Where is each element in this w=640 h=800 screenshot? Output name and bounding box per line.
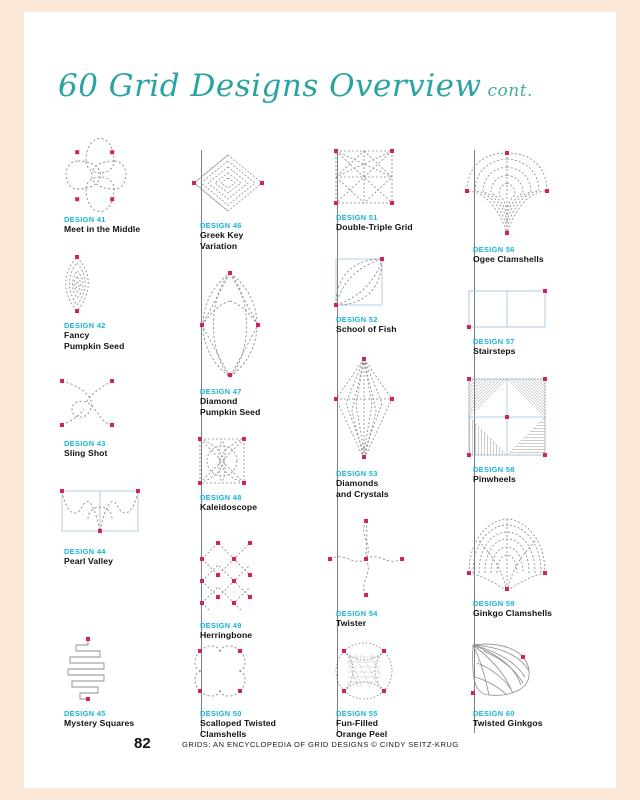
page-number: 82 [134,735,151,752]
design-label: DESIGN 60 [473,709,515,718]
design-column-1 [50,145,186,737]
design-label: DESIGN 50 [200,709,242,718]
design-name-line2: Pumpkin Seed [64,341,125,351]
design-name: Fancy [64,330,90,340]
design-art-stairsteps [459,285,579,333]
design-entry [186,643,322,740]
design-art-fancy-pumpkin-seed [50,253,170,317]
design-entry [459,513,595,619]
design-entry [186,433,322,513]
designs-grid [50,145,596,737]
design-label: DESIGN 45 [64,709,106,718]
design-label: DESIGN 46 [200,221,242,230]
design-art-double-triple-grid [322,145,442,209]
design-label: DESIGN 59 [473,599,515,608]
design-entry [186,537,322,641]
design-art-herringbone [186,537,306,617]
design-label: DESIGN 53 [336,469,378,478]
design-art-school-of-fish [322,253,442,311]
design-entry [459,373,595,485]
design-name: Diamonds [336,478,379,488]
design-name: Stairsteps [473,346,516,356]
book-page [24,12,616,788]
design-art-diamonds-and-crystals [322,353,442,465]
design-column-2 [186,145,322,737]
design-entry [322,253,458,335]
design-label: DESIGN 47 [200,387,242,396]
page-title-cont: cont. [487,81,533,101]
design-name: Twister [336,618,367,628]
design-column-4 [459,145,595,737]
design-label: DESIGN 52 [336,315,378,324]
design-label: DESIGN 49 [200,621,242,630]
design-label: DESIGN 44 [64,547,106,556]
footer-credit: GRIDS: AN ENCYCLOPEDIA OF GRID DESIGNS © CINDY SEITZ-KRUG [182,740,459,749]
design-name: Meet in the Middle [64,224,141,234]
design-entry [186,151,322,252]
design-label: DESIGN 54 [336,609,378,618]
design-entry [50,253,186,352]
design-label: DESIGN 58 [473,465,515,474]
design-art-kaleidoscope [186,433,306,489]
design-art-scalloped-twisted-clamshells [186,643,306,705]
design-name: Ginkgo Clamshells [473,608,553,618]
design-art-meet-in-the-middle [50,145,170,211]
design-label: DESIGN 57 [473,337,515,346]
design-name: Ogee Clamshells [473,254,544,264]
design-name-line2: Variation [200,241,238,251]
design-art-mystery-squares [50,633,170,705]
design-name-line2: and Crystals [336,489,389,499]
design-entry [50,373,186,459]
design-entry [50,633,186,729]
design-name: Herringbone [200,630,253,640]
design-label: DESIGN 55 [336,709,378,718]
design-label: DESIGN 51 [336,213,378,222]
design-name: School of Fish [336,324,397,334]
design-label: DESIGN 41 [64,215,106,224]
design-art-twister [322,515,442,605]
design-entry [322,353,458,500]
design-column-3 [322,145,458,737]
design-label: DESIGN 42 [64,321,106,330]
design-entry [322,639,458,740]
design-art-ginkgo-clamshells [459,513,579,595]
design-name: Mystery Squares [64,718,135,728]
design-name: Pinwheels [473,474,516,484]
page-footer [24,735,616,765]
design-name: Kaleidoscope [200,502,258,512]
design-entry [322,515,458,629]
design-entry [459,637,595,729]
design-art-diamond-pumpkin-seed [186,267,306,383]
design-entry [50,145,186,235]
design-art-sling-shot [50,373,170,435]
design-entry [459,149,595,265]
design-art-ogee-clamshells [459,149,579,241]
design-entry [50,483,186,567]
design-entry [322,145,458,233]
design-name-line2: Pumpkin Seed [200,407,261,417]
design-name: Twisted Ginkgos [473,718,543,728]
design-name: Scalloped Twisted [200,718,277,728]
design-name-line2: Clamshells [200,729,247,739]
design-name: Diamond [200,396,238,406]
page-title-main: 60 Grid Designs Overview [58,68,482,104]
design-name-line2: Orange Peel [336,729,388,739]
design-name: Double-Triple Grid [336,222,413,232]
design-art-pinwheels [459,373,579,461]
design-label: DESIGN 43 [64,439,106,448]
design-entry [186,267,322,418]
design-label: DESIGN 48 [200,493,242,502]
design-label: DESIGN 56 [473,245,515,254]
design-art-twisted-ginkgos [459,637,579,705]
design-art-fun-filled-orange-peel [322,639,442,705]
design-entry [459,285,595,357]
design-name: Greek Key [200,230,244,240]
design-name: Pearl Valley [64,556,113,566]
page-title [58,68,533,104]
design-name: Sling Shot [64,448,108,458]
design-name: Fun-Filled [336,718,379,728]
design-art-pearl-valley [50,483,170,543]
design-art-greek-key-variation [186,151,306,217]
